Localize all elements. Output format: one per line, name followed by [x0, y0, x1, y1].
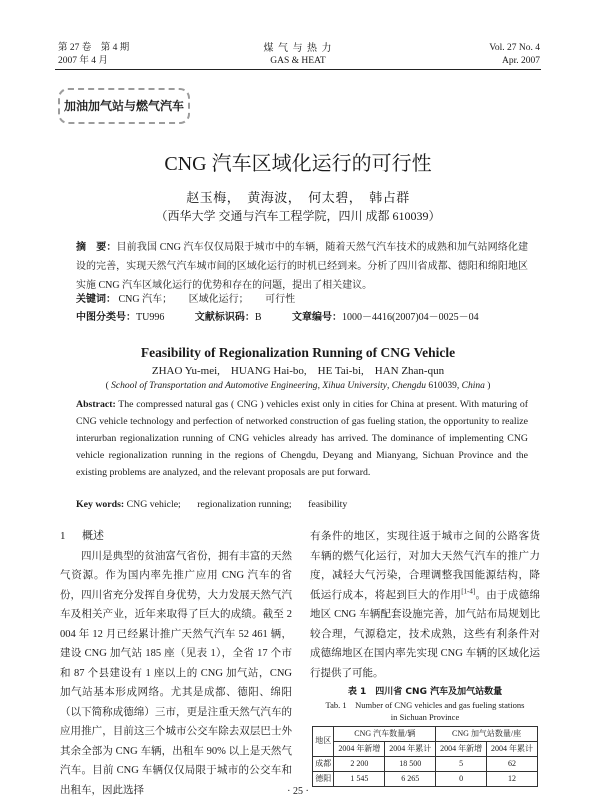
section-number: 1	[60, 530, 66, 542]
keyword-en-item: regionalization running;	[197, 499, 292, 510]
section-title: 概述	[82, 530, 104, 542]
table-header-region: 地区	[313, 726, 334, 756]
table-cell: 5	[436, 756, 487, 771]
keywords-en-label: Key words:	[76, 499, 125, 510]
table-cell: 0	[436, 771, 487, 786]
affiliation-en-school: School of Transportation and Automotive Engineering	[111, 381, 318, 391]
page-number: · 25 ·	[287, 786, 309, 797]
table-cell: 6 265	[385, 771, 436, 786]
authors-en: ZHAO Yu-mei, HUANG Hai-bo, HE Tai-bi, HAN Zhan-qun	[151, 365, 445, 377]
table-cell-region: 成都	[313, 756, 334, 771]
affiliation-en-part: (	[105, 381, 112, 391]
body-column-left	[60, 527, 292, 796]
abstract-cn-label: 摘 要：	[76, 242, 117, 253]
classification-line	[76, 310, 528, 326]
table-caption-en-continued: in Sichuan Province	[390, 712, 460, 722]
affiliation-cn: （西华大学 交通与汽车工程学院，四川 成都 610039）	[155, 209, 441, 223]
affiliation-en-part: ,	[317, 381, 323, 391]
date-cn: 2007 年 4 月	[58, 56, 108, 66]
citation-reference: [1-4]	[461, 587, 476, 595]
clc-label: 中图分类号：	[76, 312, 136, 323]
table-subheader: 2004 年新增	[334, 741, 385, 756]
document-code-label: 文献标识码：	[194, 312, 255, 323]
table-header-vehicles: CNG 汽车数量/辆	[334, 726, 436, 741]
affiliation-en-country: China	[461, 381, 485, 391]
table-subheader-row	[313, 741, 538, 756]
article-title-en: Feasibility of Regionalization Running of CNG Vehicle	[140, 345, 456, 360]
table-subheader: 2004 年累计	[385, 741, 436, 756]
volume-issue-en: Vol. 27 No. 4	[489, 43, 540, 53]
table-subheader: 2004 年累计	[487, 741, 538, 756]
keyword-cn-item: 区域化运行；	[188, 294, 249, 305]
affiliation-en	[0, 380, 596, 393]
keywords-cn-label: 关键词：	[76, 294, 116, 305]
keywords-cn	[76, 292, 528, 308]
article-number-value: 1000－4416(2007)04－0025－04	[342, 312, 479, 323]
table-caption-cn: 表 1 四川省 CNG 汽车及加气站数量	[347, 687, 503, 697]
table-cell: 62	[487, 756, 538, 771]
abstract-en-label: Abstract:	[76, 399, 116, 410]
clc-value: TU996	[136, 312, 165, 323]
table-row	[313, 771, 538, 786]
keyword-cn-item: CNG 汽车；	[118, 294, 173, 305]
table-cell-region: 德阳	[313, 771, 334, 786]
affiliation-en-part: 610039,	[426, 381, 462, 391]
section-heading	[60, 527, 292, 547]
table-cell: 18 500	[385, 756, 436, 771]
table-header-stations: CNG 加气站数量/座	[436, 726, 538, 741]
abstract-cn-text: 目前我国 CNG 汽车仅仅局限于城市中的车辆，随着天然气汽车技术的成熟和加气站网络化建设的完善，实现天然气汽车城市间的区域化运行的时机已经到来。分析了四川省成都、德阳和绵阳地区实施 CNG 汽车区域化运行的优势和存在的问题，提出了相关建议。	[76, 242, 528, 291]
affiliation-en-part: )	[484, 381, 491, 391]
abstract-en-text: The compressed natural gas ( CNG ) vehicles exist only in cities for China at present. With maturing of CNG vehicle technology and perfection of networked construction of gas fueling station, the opportunity to realize interurban regionalization running of CNG vehicles already has arrived. The dominance of implementing CNG vehicle regionalization running in the regions of Chengdu, Deyang and Mianyang, Sichuan Province and the existing problems are analyzed, and the relevant proposals are put forward.	[76, 399, 528, 478]
section-tag: 加油加气站与燃气汽车	[58, 88, 190, 124]
article-number-label: 文章编号：	[292, 312, 343, 323]
table-header-row	[313, 726, 538, 741]
volume-issue-cn: 第 27 卷 第 4 期	[58, 43, 130, 53]
article-title-cn: CNG 汽车区域化运行的可行性	[164, 153, 432, 175]
document-code-value: B	[254, 312, 262, 323]
abstract-en	[76, 396, 528, 481]
table-row	[313, 756, 538, 771]
paragraph-text: 有条件的地区，实现往返于城市之间的公路客货车辆的燃气化运行，对加大天然气汽车的推广力度，减轻大气污染，合理调整我国能源结构，降低运行成本，将起到巨大的作用	[310, 531, 540, 601]
table-cell: 2 200	[334, 756, 385, 771]
table-subheader: 2004 年新增	[436, 741, 487, 756]
table-cell: 1 545	[334, 771, 385, 786]
paragraph-text: 。由于成德绵地区 CNG 车辆配套设施完善，加气站布局规划比较合理，气源稳定，技术成熟，这些有利条件对成德绵地区在国内率先实现 CNG 车辆的区域化运行提供了可能。	[310, 589, 541, 679]
abstract-cn	[76, 238, 528, 295]
header-rule	[55, 69, 541, 70]
date-en: Apr. 2007	[502, 56, 540, 66]
body-column-right	[310, 527, 540, 782]
table-cell: 12	[487, 771, 538, 786]
keywords-en	[76, 497, 528, 512]
keyword-cn-item: 可行性	[265, 294, 296, 305]
affiliation-en-part: ,	[386, 381, 392, 391]
journal-name-en: GAS & HEAT	[270, 56, 326, 66]
table-caption-en: Tab. 1 Number of CNG vehicles and gas fueling stations	[325, 699, 525, 710]
header-right	[489, 42, 540, 68]
body-paragraph-left: 四川是典型的贫油富气省份，拥有丰富的天然气资源。作为国内率先推广应用 CNG 汽车的省份，四川省充分发挥自身优势，大力发展天然气汽车及相关产业，近年来取得了巨大的成绩。截至 2004 年 12 月已经累计推广天然气汽车 52 461 辆，建设 CNG 加气站 185 座（见表 1），全省 17 个市和 87 个县建设有 1 座以上的 CNG 加气站，CNG 加气站基本形成网络。尤其是成都、德阳、绵阳（以下简称成德绵）三市，更是注重天然气汽车的应用推广，目前这三个城市公交车除去双层巴士外其余全部为 CNG 车辆，出租车 90% 以上是天然气汽车。目前 CNG 车辆仅仅局限于城市的公交车和出租车，因此选择	[60, 550, 292, 796]
affiliation-en-city: Chengdu	[391, 381, 427, 391]
keyword-en-item: feasibility	[308, 499, 348, 510]
keyword-en-item: CNG vehicle;	[126, 499, 181, 510]
affiliation-en-university: Xihua University	[322, 381, 387, 391]
journal-name-cn: 煤 气 与 热 力	[263, 43, 333, 54]
body-paragraph-right	[310, 527, 540, 683]
cng-statistics-table	[312, 726, 538, 787]
authors-cn: 赵玉梅， 黄海波， 何太碧， 韩占群	[186, 190, 410, 205]
